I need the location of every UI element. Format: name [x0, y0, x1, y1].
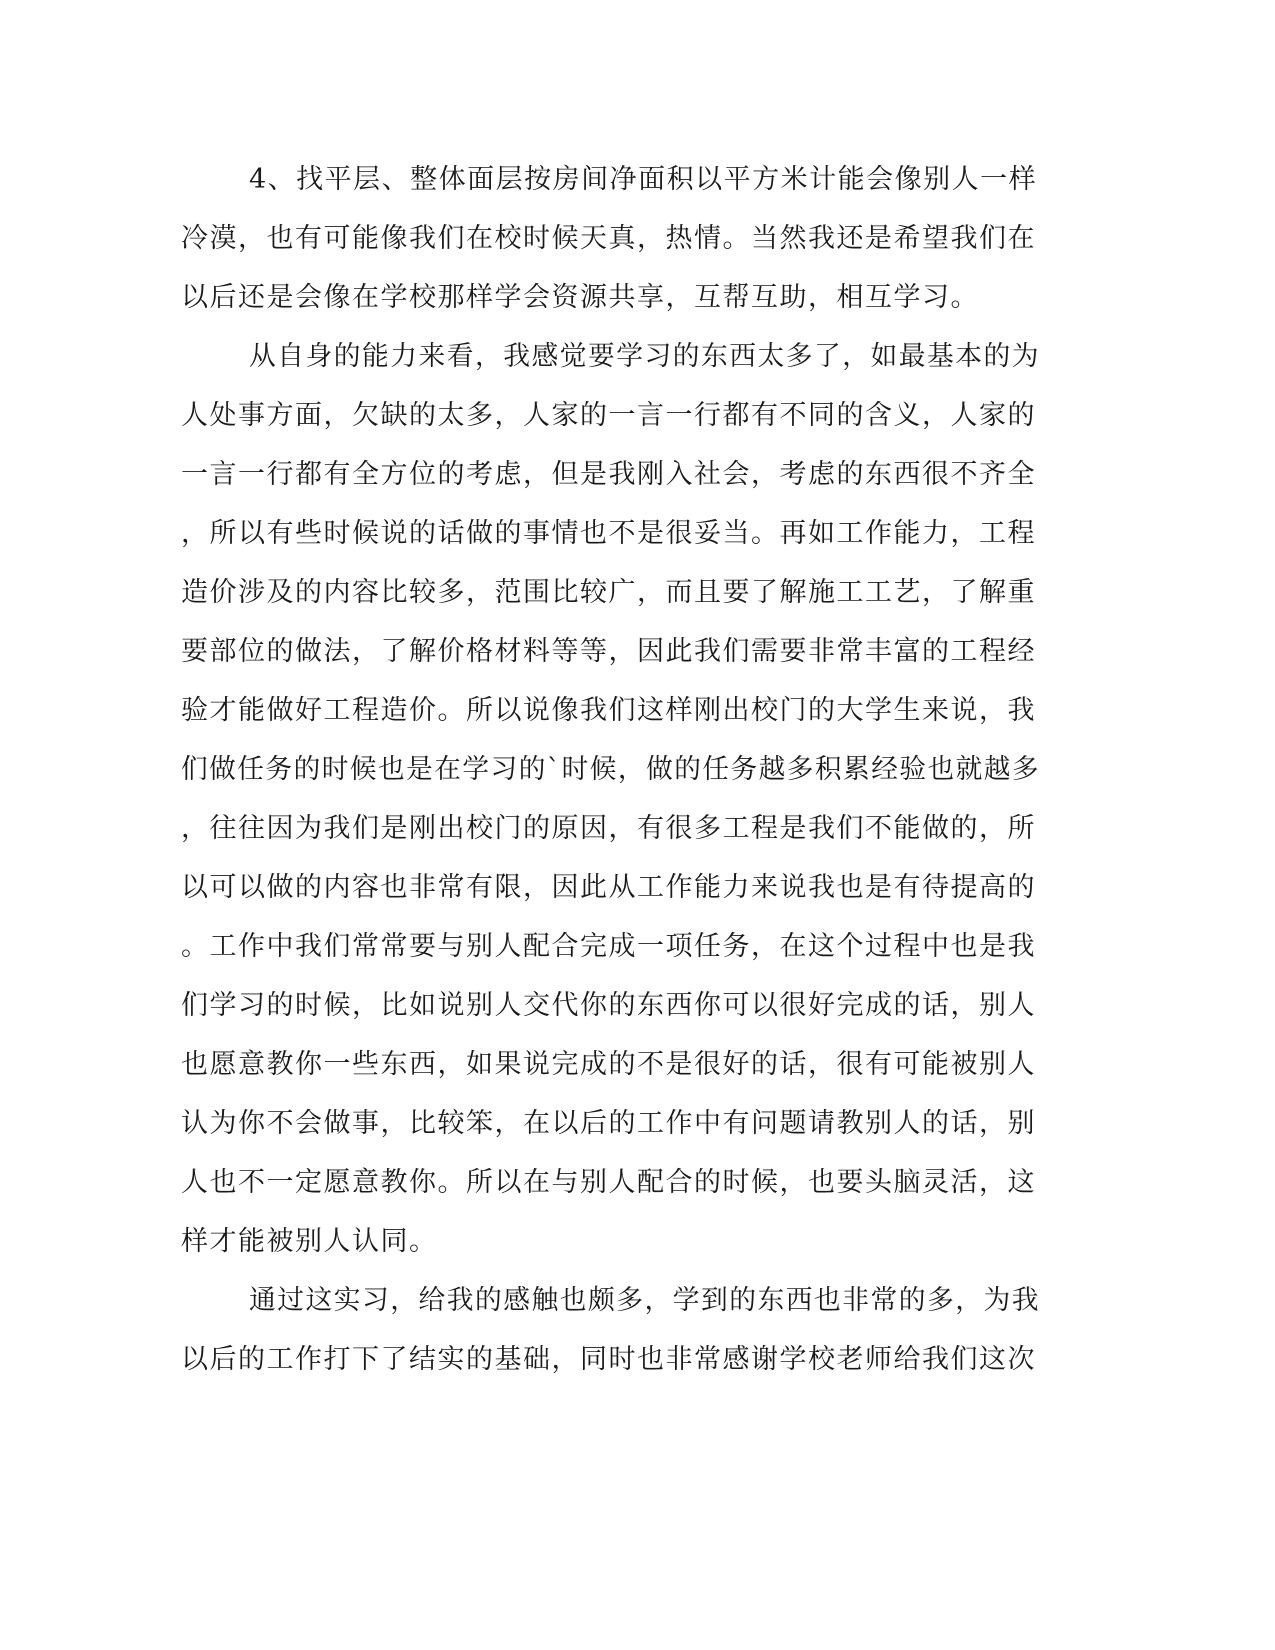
text-line: 认为你不会做事，比较笨，在以后的工作中有问题请教别人的话，别 [181, 1108, 1036, 1139]
text-line: 冷漠，也有可能像我们在校时候天真，热情。当然我还是希望我们在 [181, 223, 1036, 254]
text-line: 验才能做好工程造价。所以说像我们这样刚出校门的大学生来说，我 [181, 695, 1036, 726]
text-line: 也愿意教你一些东西，如果说完成的不是很好的话，很有可能被别人 [181, 1049, 1036, 1080]
text-line: 人处事方面，欠缺的太多，人家的一言一行都有不同的含义，人家的 [181, 400, 1036, 431]
text-line: 以可以做的内容也非常有限，因此从工作能力来说我也是有待提高的 [181, 872, 1036, 903]
text-line: 一言一行都有全方位的考虑，但是我刚入社会，考虑的东西很不齐全 [181, 459, 1036, 490]
text-line: ，所以有些时候说的话做的事情也不是很妥当。再如工作能力，工程 [181, 518, 1036, 549]
text-line: ，往往因为我们是刚出校门的原因，有很多工程是我们不能做的，所 [181, 813, 1036, 844]
text-line: 通过这实习，给我的感触也颇多，学到的东西也非常的多，为我 [249, 1285, 1040, 1316]
text-line: 以后还是会像在学校那样学会资源共享，互帮互助，相互学习。 [181, 282, 979, 313]
text-line: 造价涉及的内容比较多，范围比较广，而且要了解施工工艺，了解重 [181, 577, 1036, 608]
text-line: 从自身的能力来看，我感觉要学习的东西太多了，如最基本的为 [249, 341, 1040, 372]
text-line: 们学习的时候，比如说别人交代你的东西你可以很好完成的话，别人 [181, 990, 1036, 1021]
text-line: 以后的工作打下了结实的基础，同时也非常感谢学校老师给我们这次 [181, 1344, 1036, 1375]
text-line: 样才能被别人认同。 [181, 1226, 438, 1257]
text-line: 4、找平层、整体面层按房间净面积以平方米计能会像别人一样 [249, 164, 1038, 195]
text-line: 。工作中我们常常要与别人配合完成一项任务，在这个过程中也是我 [181, 931, 1036, 962]
text-line: 们做任务的时候也是在学习的`时候，做的任务越多积累经验也就越多 [181, 754, 1041, 785]
text-line: 要部位的做法，了解价格材料等等，因此我们需要非常丰富的工程经 [181, 636, 1036, 667]
text-line: 人也不一定愿意教你。所以在与别人配合的时候，也要头脑灵活，这 [181, 1167, 1036, 1198]
